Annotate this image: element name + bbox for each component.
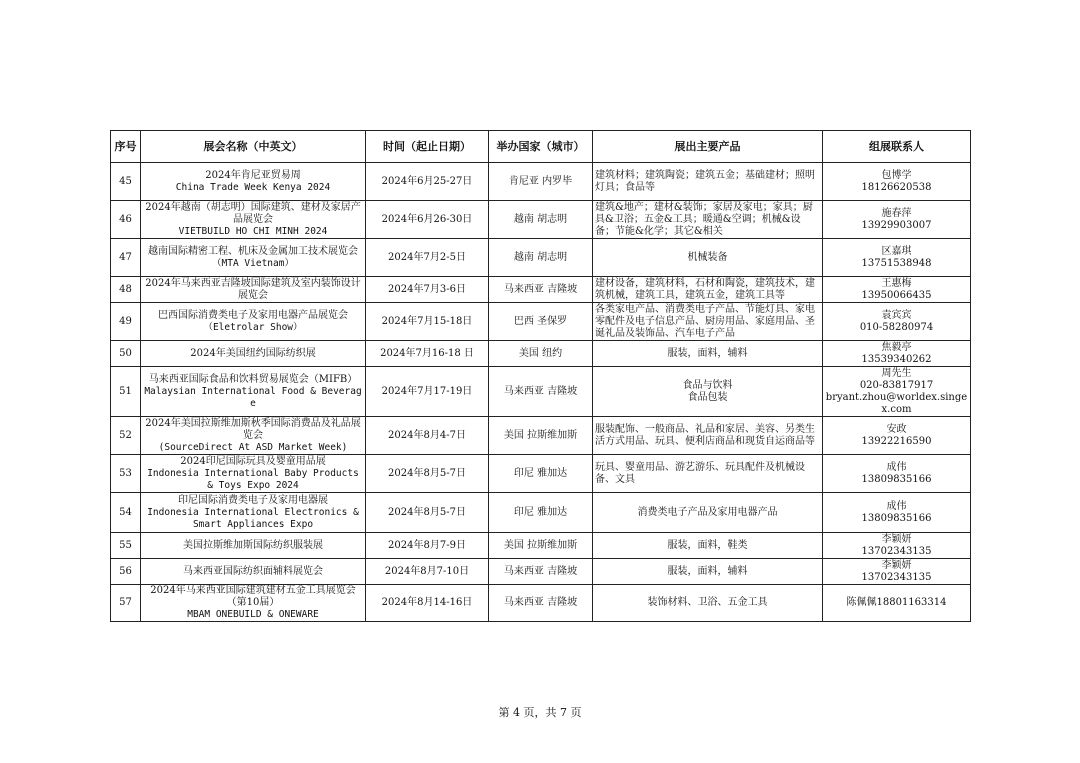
cell-products [593,163,823,201]
row-number: 45 [119,175,132,187]
exhibition-name-cn: 马来西亚国际食品和饮料贸易展览会（MIFB） [148,373,358,385]
row-number: 51 [119,385,132,397]
exhibition-date: 2024年7月15-18日 [381,315,473,327]
exhibition-name-cn: 2024年越南（胡志明）国际建筑、建材及家居产品展览会 [145,201,361,225]
table-row [111,533,971,559]
cell-exhibition-name [141,341,366,367]
cell-date [366,493,489,533]
contact-name: 区嘉琪 [881,245,912,257]
row-number: 53 [119,467,132,479]
exhibition-name-en: Indonesia International Baby Products & Toys Expo 2024 [147,467,359,491]
row-number: 48 [119,283,132,295]
row-number: 49 [119,315,132,327]
exhibition-name-en: （Eletrolar Show） [203,321,303,333]
contact-name: 李颖妍 [881,559,912,571]
contact-name: 成伟 [886,461,907,473]
cell-contact [823,163,971,201]
exhibition-products: 各类家电产品、消费类电子产品、节能灯具、家电零配件及电子信息产品、厨房用品、家庭用品、圣诞礼品及装饰品、汽车电子产品 [595,303,815,339]
exhibition-location: 马来西亚 吉隆坡 [503,283,578,295]
cell-country [489,417,593,455]
exhibition-date: 2024年7月2-5日 [388,251,466,263]
cell-no [111,533,141,559]
contact-name: 包博学 [881,169,912,181]
contact-name: 成伟 [886,500,907,512]
exhibition-date: 2024年8月7-9日 [388,539,466,551]
cell-date [366,585,489,622]
row-number: 50 [119,347,132,359]
contact-info: 13751538948 [861,257,932,269]
cell-country [489,163,593,201]
table-row [111,163,971,201]
row-number: 57 [119,597,132,608]
contact-info: 13702343135 [861,545,932,557]
row-number: 55 [119,539,132,551]
cell-products [593,585,823,622]
cell-date [366,559,489,585]
cell-country [489,493,593,533]
row-number: 47 [119,251,132,263]
exhibition-name-cn: 越南国际精密工程、机床及金属加工技术展览会 [148,245,358,257]
exhibition-location: 巴西 圣保罗 [513,315,568,327]
cell-products [593,493,823,533]
cell-products [593,367,823,417]
contact-name: 王惠梅 [881,277,912,289]
table-row [111,559,971,585]
contact-info: 13922216590 [861,435,932,447]
exhibition-products: 玩具、婴童用品、游艺游乐、玩具配件及机械设备、文具 [595,461,805,485]
cell-contact [823,201,971,239]
exhibition-name-cn: 印尼国际消费类电子及家用电器展 [178,494,328,506]
contact-info: 13539340262 [861,353,932,365]
cell-products [593,455,823,493]
cell-country [489,303,593,341]
exhibition-name-en: (SourceDirect At ASD Market Week) [158,441,348,453]
exhibition-location: 越南 胡志明 [513,213,568,225]
contact-info: 18126620538 [861,181,932,193]
cell-products [593,341,823,367]
page-number: 第 4 页，共 7 页 [498,706,582,719]
row-number: 46 [119,213,132,225]
cell-date [366,341,489,367]
exhibition-name-en: （MTA Vietnam） [212,257,294,269]
cell-contact [823,585,971,622]
exhibition-table-container [110,130,970,622]
cell-contact [823,417,971,455]
contact-name: 施春萍 [881,207,912,219]
contact-info: 13809835166 [861,473,932,485]
cell-contact [823,239,971,277]
exhibition-location: 美国 拉斯维加斯 [503,539,578,551]
exhibition-date: 2024年8月14-16日 [381,597,473,608]
exhibition-date: 2024年6月25-27日 [381,175,473,187]
cell-contact [823,559,971,585]
exhibition-products: 服装，面料，鞋类 [667,539,748,551]
contact-info: 13809835166 [861,512,932,524]
row-number: 54 [119,506,132,518]
exhibition-location: 美国 拉斯维加斯 [503,429,578,441]
cell-products [593,533,823,559]
exhibition-location: 越南 胡志明 [513,251,568,263]
cell-date [366,533,489,559]
cell-no [111,163,141,201]
exhibition-name-en: VIETBUILD HO CHI MINH 2024 [178,225,328,237]
cell-date [366,277,489,303]
table-row [111,277,971,303]
exhibition-name-cn: 2024年马来西亚吉隆坡国际建筑及室内装饰设计展览会 [145,277,361,301]
cell-country [489,455,593,493]
contact-info: 13929903007 [861,219,932,231]
exhibition-name-cn: 2024年美国纽约国际纺织展 [190,347,316,359]
cell-date [366,163,489,201]
exhibition-date: 2024年7月17-19日 [381,385,473,397]
exhibition-location: 印尼 雅加达 [513,506,568,518]
cell-country [489,239,593,277]
header-contact: 组展联系人 [823,131,971,163]
cell-exhibition-name [141,585,366,622]
table-row [111,493,971,533]
exhibition-products: 服装，面料，辅料 [667,565,748,577]
exhibition-name-cn: 2024年马来西亚国际建筑建材五金工具展览会（第10届） [150,585,356,608]
header-products: 展出主要产品 [593,131,823,163]
cell-exhibition-name [141,533,366,559]
cell-contact [823,277,971,303]
exhibition-name-cn: 美国拉斯维加斯国际纺织服装展 [183,539,323,551]
cell-no [111,559,141,585]
contact-info: 020-83817917 bryant.zhou@worldex.singex.com [825,379,968,415]
cell-exhibition-name [141,493,366,533]
exhibition-products: 食品与饮料 食品包装 [682,379,733,403]
cell-contact [823,367,971,417]
cell-no [111,455,141,493]
exhibition-products: 服装配饰、一般商品、礼品和家居、美容、另类生活方式用品、玩具、便利店商品和现货自运商品等 [595,423,815,447]
table-row [111,201,971,239]
exhibition-location: 肯尼亚 内罗毕 [508,175,573,187]
exhibition-name-en: China Trade Week Kenya 2024 [175,181,331,193]
exhibition-location: 马来西亚 吉隆坡 [503,565,578,577]
cell-products [593,303,823,341]
cell-no [111,493,141,533]
cell-date [366,455,489,493]
header-no: 序号 [111,131,141,163]
exhibition-location: 马来西亚 吉隆坡 [503,385,578,397]
table-row [111,455,971,493]
cell-products [593,239,823,277]
cell-no [111,277,141,303]
exhibition-location: 马来西亚 吉隆坡 [503,597,578,608]
cell-country [489,533,593,559]
cell-exhibition-name [141,201,366,239]
cell-date [366,303,489,341]
table-row [111,341,971,367]
cell-contact [823,493,971,533]
header-country: 举办国家（城市） [489,131,593,163]
contact-name: 焦毅亭 [881,341,912,353]
cell-country [489,585,593,622]
contact-info: 13702343135 [861,571,932,583]
cell-date [366,239,489,277]
cell-products [593,277,823,303]
cell-country [489,277,593,303]
exhibition-name-cn: 巴西国际消费类电子及家用电器产品展览会 [158,309,348,321]
exhibition-products: 服装，面料，辅料 [667,347,748,359]
cell-exhibition-name [141,303,366,341]
cell-exhibition-name [141,417,366,455]
table-row [111,303,971,341]
cell-country [489,367,593,417]
cell-exhibition-name [141,455,366,493]
table-header-row [111,131,971,163]
exhibition-date: 2024年8月4-7日 [388,429,466,441]
cell-no [111,367,141,417]
cell-no [111,239,141,277]
cell-contact [823,533,971,559]
exhibition-products: 建筑材料；建筑陶瓷；建筑五金；基础建材；照明灯具；食品等 [595,169,815,193]
exhibition-products: 建材设备，建筑材料，石材和陶瓷，建筑技术，建筑机械，建筑工具，建筑五金，建筑工具等 [595,277,815,301]
table-row [111,417,971,455]
header-date: 时间（起止日期） [366,131,489,163]
contact-name: 陈佩佩18801163314 [846,597,947,608]
exhibition-date: 2024年8月5-7日 [388,467,466,479]
cell-products [593,417,823,455]
row-number: 52 [119,429,132,441]
exhibition-name-en: Indonesia International Electronics & Smart Appliances Expo [147,506,359,530]
cell-contact [823,455,971,493]
cell-no [111,417,141,455]
header-name: 展会名称（中英文） [141,131,366,163]
exhibition-location: 美国 纽约 [518,347,563,359]
contact-name: 周先生 [881,367,912,379]
row-number: 56 [119,565,132,577]
table-row [111,585,971,622]
exhibition-date: 2024年7月16-18 日 [380,347,474,359]
exhibition-date: 2024年6月26-30日 [381,213,473,225]
cell-exhibition-name [141,239,366,277]
cell-date [366,201,489,239]
cell-no [111,585,141,622]
exhibition-date: 2024年7月3-6日 [388,283,466,295]
exhibition-location: 印尼 雅加达 [513,467,568,479]
exhibition-products: 装饰材料、卫浴、五金工具 [647,597,768,608]
cell-country [489,201,593,239]
cell-no [111,341,141,367]
cell-contact [823,341,971,367]
exhibition-table [110,130,971,622]
table-row [111,367,971,417]
cell-country [489,559,593,585]
cell-no [111,201,141,239]
table-row [111,239,971,277]
exhibition-name-cn: 马来西亚国际纺织面辅料展览会 [183,565,323,577]
exhibition-name-cn: 2024年肯尼亚贸易周 [205,169,301,181]
cell-no [111,303,141,341]
contact-name: 安政 [886,423,907,435]
cell-contact [823,303,971,341]
contact-name: 李颖妍 [881,533,912,545]
cell-date [366,367,489,417]
contact-name: 袁宾宾 [881,309,912,321]
exhibition-name-en: Malaysian International Food & Beverage [144,385,362,409]
exhibition-name-cn: 2024年美国拉斯维加斯秋季国际消费品及礼品展览会 [145,417,361,441]
exhibition-name-cn: 2024印尼国际玩具及婴童用品展 [180,455,326,467]
cell-exhibition-name [141,277,366,303]
cell-exhibition-name [141,559,366,585]
cell-date [366,417,489,455]
cell-exhibition-name [141,163,366,201]
contact-info: 13950066435 [861,289,932,301]
exhibition-name-en: MBAM ONEBUILD & ONEWARE [187,609,319,620]
exhibition-date: 2024年8月5-7日 [388,506,466,518]
cell-country [489,341,593,367]
exhibition-products: 机械装备 [687,251,728,263]
cell-exhibition-name [141,367,366,417]
contact-info: 010-58280974 [859,321,934,333]
cell-products [593,201,823,239]
cell-products [593,559,823,585]
exhibition-date: 2024年8月7-10日 [384,565,470,577]
exhibition-products: 消费类电子产品及家用电器产品 [637,506,778,518]
exhibition-products: 建筑&地产；建材&装饰；家居及家电；家具；厨具&卫浴；五金&工具；暖通&空调；机械&设备；节能&化学；其它&相关 [595,201,813,237]
